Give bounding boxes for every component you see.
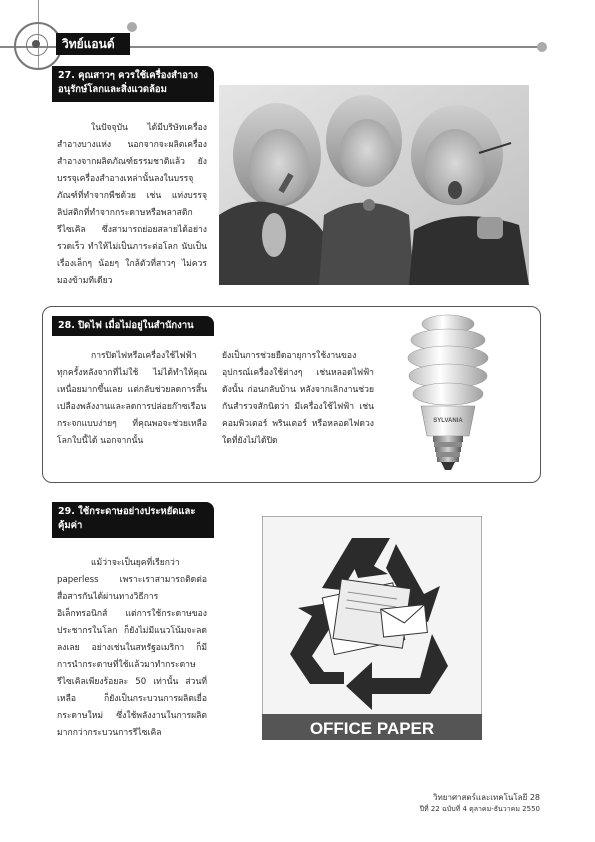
- header-bullet-left: [127, 22, 137, 32]
- section28-title: 28. ปิดไฟ เมื่อไม่อยู่ในสำนักงาน: [52, 316, 214, 336]
- magazine-title: วิทย์แอนด์: [56, 33, 130, 55]
- header-dot: [32, 40, 40, 48]
- section27-title: [52, 66, 214, 102]
- section29-title-line1: 29. ใช้กระดาษอย่างประหยัดและ: [58, 506, 196, 517]
- cfl-bulb-image: [403, 314, 493, 474]
- section28-body-left: การปิดไฟหรือเครื่องใช้ไฟฟ้าทุกครั้งหลังจากที่ไม่ใช้ ไม่ได้ทำให้คุณเหนื่อยมากขึ้นเลย แต่กลับช่วยลดการสิ้นเปลืองพลังงานและลดการปล่อยก๊าซเรือนกระจกแบบง่ายๆ ที่คุณพอจะช่วยเหลือโลกใบนี้ได้ นอกจากนั้น: [57, 351, 207, 446]
- footer-line1: วิทยาศาสตร์และเทคโนโลยี 28: [433, 793, 540, 802]
- office-paper-caption: OFFICE PAPER: [309, 719, 435, 738]
- bulb-brand-label: SYLVANIA: [433, 418, 463, 424]
- recycle-symbol-drawing: [262, 516, 482, 740]
- section27-title-line2: อนุรักษ์โลกและสิ่งแวดล้อม: [58, 84, 167, 95]
- section28-body-right: ยังเป็นการช่วยยืดอายุการใช้งานของอุปกรณ์เครื่องใช้ต่างๆ เช่นหลอดไฟฟ้า ดังนั้น ก่อนกลับบ้าน หลังจากเลิกงานช่วยกันสำรวจสักนิดว่า มีเครื่องใช้ไฟฟ้า เช่น คอมพิวเตอร์ พรินเตอร์ หรือหลอดไฟดวงใดที่ยังไม่ได้ปิด: [222, 351, 374, 446]
- section29-title-line2: คุ้มค่า: [58, 520, 83, 531]
- section27-body: ในปัจจุบัน ได้มีบริษัทเครื่องสำอางบางแห่ง นอกจากจะผลิตเครื่องสำอางจากผลิตภัณฑ์ธรรมชาติแล้ว ยังบรรจุเครื่องสำอางเหล่านั้นลงในบรรจุภัณฑ์ที่ทำจากพืชด้วย เช่น แท่งบรรจุลิปสติกที่ทำจากกระดาษหรือพลาสติกรีไซเคิล ซึ่งสามารถย่อยสลายได้อย่างรวดเร็ว ทำให้ไม่เป็นภาระต่อโลก นับเป็นเรื่องเล็กๆ น้อยๆ ใกล้ตัวที่สาวๆ ไม่ควรมองข้ามทีเดียว: [57, 123, 207, 286]
- cfl-bulb-drawing: [403, 314, 493, 474]
- footer-line2: ปีที่ 22 ฉบับที่ 4 ตุลาคม-ธันวาคม 2550: [419, 805, 540, 813]
- header-bullet-right: [537, 42, 547, 52]
- section29-title: [52, 502, 214, 538]
- makeup-photo-image: [219, 85, 529, 285]
- makeup-photo: [219, 85, 529, 285]
- section29-body: แม้ว่าจะเป็นยุคที่เรียกว่า paperless เพราะเราสามารถติดต่อสื่อสารกันได้ผ่านทางวิธีการอิเล็กทรอนิกส์ แต่การใช้กระดาษของประชากรในโลก ก็ยังไม่มีแนวโน้มจะลดลงเลย อย่างเช่นในสหรัฐอเมริกา ก็มีการนำกระดาษที่ใช้แล้วมาทำกระดาษรีไซเคิลเพียงร้อยละ 50 เท่านั้น ส่วนที่เหลือ ก็ยังเป็นกระบวนการผลิตเยื่อกระดาษใหม่ ซึ่งใช้พลังงานในการผลิตมากกว่ากระบวนการรีไซเคิล: [57, 558, 207, 738]
- section27-title-line1: 27. คุณสาวๆ ควรใช้เครื่องสำอาง: [58, 70, 198, 81]
- office-paper-recycle-image: [262, 516, 482, 740]
